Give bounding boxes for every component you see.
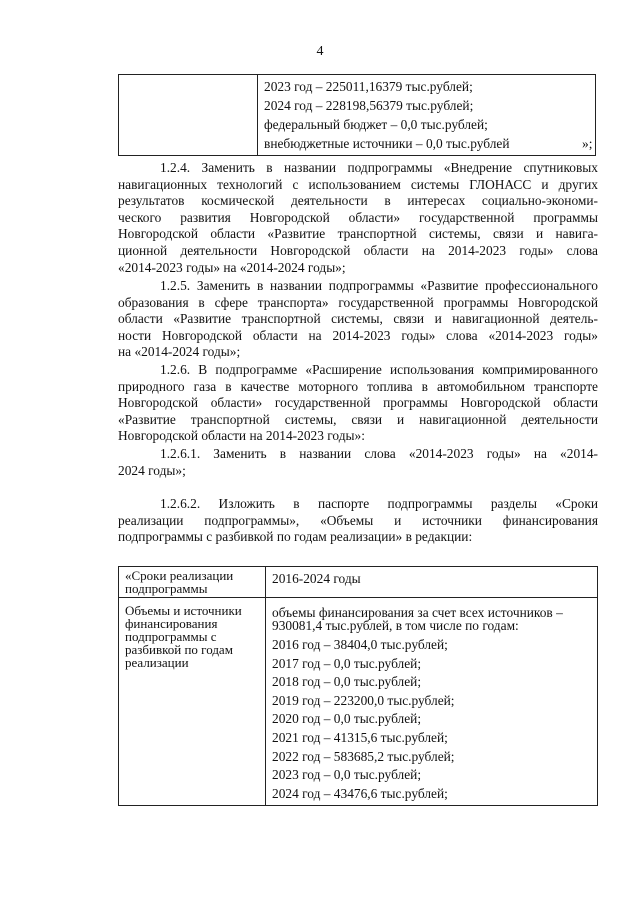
text-line: Новгородской области на 2014-2023 годы»: bbox=[118, 428, 365, 444]
text-line: «2014-2023 годы» на «2014-2024 годы»; bbox=[118, 259, 346, 275]
funding-line: 2024 год – 228198,56379 тыс.рублей; bbox=[264, 98, 474, 113]
text-line: подпрограммы с разбивкой по годам реализации» в редакции: bbox=[118, 529, 473, 545]
funding-detail-cell bbox=[266, 598, 598, 806]
funding-line: федеральный бюджет – 0,0 тыс.рублей; bbox=[264, 117, 488, 132]
text-line: ческого развития Новгородской области» государственной программы bbox=[118, 209, 598, 225]
funding-label-cell bbox=[119, 598, 266, 806]
empty-label-cell bbox=[119, 75, 258, 156]
text-line: ционной деятельности Новгородской области на 2014-2023 годы» слова bbox=[118, 242, 598, 258]
funding-total: объемы финансирования за счет всех источников – 930081,4 тыс.рублей, в том числе по годам: bbox=[272, 605, 563, 633]
paragraph-1-2-6-1 bbox=[118, 446, 598, 479]
paragraph-1-2-6 bbox=[118, 362, 598, 445]
funding-line: внебюджетные источники – 0,0 тыс.рублей bbox=[264, 136, 510, 151]
text-line: реализации подпрограммы», «Объемы и источники финансирования bbox=[118, 512, 598, 528]
funding-continuation-table bbox=[118, 74, 596, 156]
funding-year-line: 2024 год – 43476,6 тыс.рублей; bbox=[272, 785, 448, 801]
funding-year-line: 2022 год – 583685,2 тыс.рублей; bbox=[272, 748, 455, 764]
table-row bbox=[119, 598, 598, 806]
text-line: навигационных технологий с использованием системы ГЛОНАСС и других bbox=[118, 176, 598, 192]
closing-quote: »; bbox=[582, 136, 593, 151]
text-line: Новгородской области» государственной программы Новгородской области bbox=[118, 395, 598, 411]
text-line: Новгородской области «Развитие транспортной системы, связи и навига- bbox=[118, 226, 598, 242]
text-line: 1.2.5. Заменить в названии подпрограммы «Развитие профессионального bbox=[160, 278, 598, 293]
passport-table bbox=[118, 566, 598, 806]
text-line: природного газа в качестве моторного топлива в автомобильном транспорте bbox=[118, 378, 598, 394]
funding-year-line: 2018 год – 0,0 тыс.рублей; bbox=[272, 674, 422, 690]
funding-line: 2023 год – 225011,16379 тыс.рублей; bbox=[264, 79, 473, 94]
funding-year-line: 2016 год – 38404,0 тыс.рублей; bbox=[272, 637, 448, 652]
funding-year-line: 2023 год – 0,0 тыс.рублей; bbox=[272, 767, 422, 783]
text-line: 1.2.6.1. Заменить в названии слова «2014-2023 годы» на «2014- bbox=[160, 446, 598, 461]
paragraph-1-2-4 bbox=[118, 160, 598, 276]
term-label-cell bbox=[119, 567, 266, 598]
text-line: 1.2.4. Заменить в названии подпрограммы «Внедрение спутниковых bbox=[160, 160, 598, 175]
funding-year-line: 2017 год – 0,0 тыс.рублей; bbox=[272, 655, 422, 671]
funding-label: Объемы и источники финансирования подпрограммы с разбивкой по годам реализации bbox=[125, 603, 242, 670]
text-line: области «Развитие транспортной системы, связи и навигационной деятель- bbox=[118, 311, 598, 327]
text-line: образования в сфере транспорта» государственной программы Новгородской bbox=[118, 294, 598, 310]
text-line: на «2014-2024 годы»; bbox=[118, 344, 241, 360]
table-row bbox=[119, 567, 598, 598]
funding-year-line: 2020 год – 0,0 тыс.рублей; bbox=[272, 711, 422, 727]
term-label: «Сроки реализации подпрограммы bbox=[125, 568, 234, 596]
term-value-cell bbox=[266, 567, 598, 598]
text-line: 1.2.6. В подпрограмме «Расширение использования компримированного bbox=[160, 362, 598, 377]
paragraph-1-2-6-2 bbox=[118, 496, 598, 546]
paragraph-1-2-5 bbox=[118, 278, 598, 361]
term-value: 2016-2024 годы bbox=[272, 571, 361, 586]
page-number: 4 bbox=[316, 44, 324, 59]
text-line: 2024 годы»; bbox=[118, 462, 186, 478]
funding-year-line: 2021 год – 41315,6 тыс.рублей; bbox=[272, 729, 448, 745]
text-line: 1.2.6.2. Изложить в паспорте подпрограммы разделы «Сроки bbox=[160, 496, 598, 511]
funding-values-cell bbox=[258, 75, 596, 156]
text-line: результатов космической деятельности в интересах социально-экономи- bbox=[118, 193, 598, 209]
text-line: ности Новгородской области на 2014-2023 годы» слова «2014-2023 годы» bbox=[118, 327, 598, 343]
text-line: «Развитие транспортной системы, связи и навигационной деятельности bbox=[118, 411, 598, 427]
funding-year-line: 2019 год – 223200,0 тыс.рублей; bbox=[272, 692, 455, 708]
